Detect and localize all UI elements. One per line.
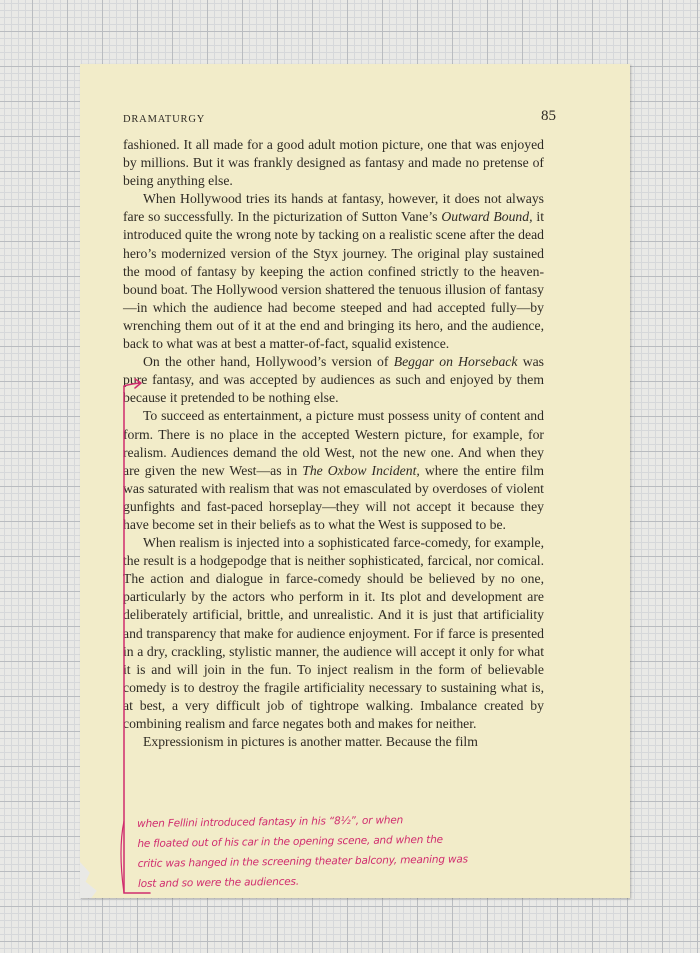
book-page	[80, 64, 630, 898]
text-run: was pure fantasy, and was accepted by audiences as such and enjoyed by them because it pretended to be nothing else.	[123, 354, 544, 406]
text-run: When realism is injected into a sophisticated farce-comedy, for example, the result is a hodgepodge that is neither sophisticated, farcical, nor comical. The action and dialogue in farce-comedy should be believed by no one, particularly by the actors who perform in it. Its plot and development are deliberately artificial, brittle, and unrealistic. And it is just that artificiality and transparency that make for audience enjoyment. For if farce is presented in a dry, crackling, stylistic manner, the audience will accept it only for what it is and will join in the fun. To inject realism in the form of believable comedy is to destroy the fragile artificiality necessary to sustaining what is, at best, a very difficult job of tightrope walking. Imbalance created by combining realism and farce negates both and makes for neither.	[123, 535, 544, 731]
text-run: To succeed as entertainment, a picture must possess unity of content and form. There is no place in the accepted Western picture, for example, for realism. Audiences demand the old West, not the new one. And when they are given the new West—as in	[123, 408, 544, 478]
handwritten-line: he floated out of his car in the opening scene, and when the	[137, 833, 443, 850]
italic-title: The Oxbow Incident,	[302, 462, 420, 478]
text-run: it introduced quite the wrong note by tacking on a realistic scene after the dead hero’s modernized version of the Styx journey. The original play sustained the mood of fantasy by keeping the action confined strictly to the heaven-bound boat. The Hollywood version shattered the tenuous illusion of fantasy—in which the audience had become steeped and had accepted fully—by wrenching them out of it at the end and bringing its hero, and the audience, back to what was at best a matter-of-fact, squalid existence.	[123, 209, 545, 352]
handwritten-annotation	[137, 807, 638, 894]
paragraph	[123, 136, 544, 190]
handwritten-line: when Fellini introduced fantasy in his “8½”, or when	[137, 814, 404, 830]
text-run: fashioned. It all made for a good adult motion picture, one that was enjoyed by millions. But it was frankly designed as fantasy and made no pretense of being anything else.	[123, 137, 544, 189]
running-head: DRAMATURGY	[123, 114, 206, 125]
paragraph	[123, 353, 544, 407]
text-run: Expressionism in pictures is another matter. Because the film	[143, 734, 478, 750]
paragraph	[123, 534, 544, 733]
text-run: where the entire film was saturated with realism that was not emasculated by overdoses of violent gunfights and fast-paced horseplay—they will not accept it because they have become set in their beliefs as to what the West is supposed to be.	[123, 462, 544, 532]
handwritten-line: critic was hanged in the screening theater balcony, meaning was	[137, 853, 468, 870]
text-run: On the other hand, Hollywood’s version of	[143, 354, 394, 370]
italic-title: Beggar on Horseback	[393, 354, 518, 370]
torn-corner	[80, 862, 108, 898]
paragraph	[123, 733, 544, 751]
body-text	[123, 136, 544, 751]
paragraph	[123, 190, 544, 353]
handwritten-line: lost and so were the audiences.	[137, 875, 299, 890]
paragraph	[123, 407, 544, 534]
italic-title: Outward Bound,	[441, 209, 533, 225]
text-run: When Hollywood tries its hands at fantasy, however, it does not always fare so successfully. In the picturization of Sutton Vane’s	[123, 191, 544, 225]
page-number: 85	[541, 108, 556, 124]
